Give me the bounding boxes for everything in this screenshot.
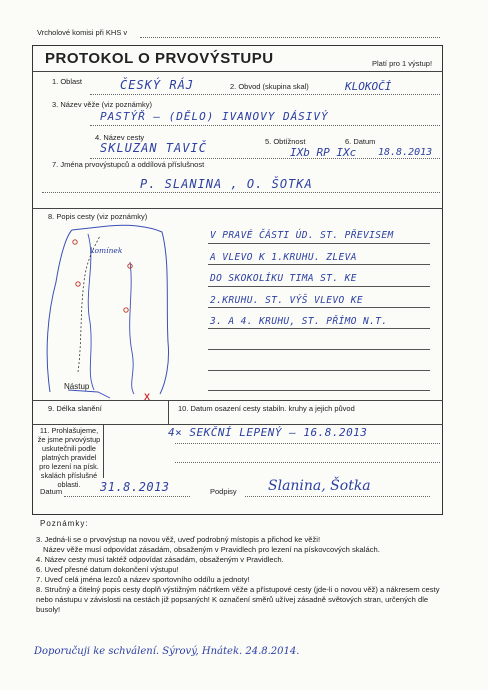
- difficulty-value: IXb RP IXc: [290, 146, 357, 159]
- signatures-label: Podpisy: [210, 487, 237, 496]
- row10-dots-b: [175, 462, 440, 463]
- declaration-text: 11. Prohlašujeme, že jsme prvovýstup uskutečnili podle platných pravidel pro lezení na písk. skalách příslušné oblasti.: [37, 426, 101, 489]
- tower-name-label: 3. Název věže (viz poznámky): [52, 100, 153, 109]
- sketch-label-komin: komínek: [90, 246, 123, 255]
- date-value: 18.8.2013: [378, 147, 433, 158]
- anchor-date-value: 4× SEKČNÍ LEPENÝ – 16.8.2013: [168, 426, 368, 439]
- row4-dots: [90, 158, 440, 159]
- page-title: PROTOKOL O PRVOVÝSTUPU: [45, 50, 274, 67]
- row10-dots-a: [175, 443, 440, 444]
- note-item: Název věže musí odpovídat zásadám, obsaženým v Pravidlech pro lezení na pískovcových skalách.: [43, 545, 380, 554]
- climbers-label: 7. Jména prvovýstupců a oddílová příslušnost: [52, 160, 205, 169]
- difficulty-label: 5. Obtížnost: [265, 137, 306, 146]
- note-item: 8. Stručný a čitelný popis cesty doplň výstižným náčrtkem věže a přístupové cesty (jde-li o novou věž) a nákresem cesty nebo nástupu v závislosti na cestách již popsaných! K označení směrů užívej zásadně světových stran, určených dle busoly!: [36, 585, 440, 614]
- ruled-line: [208, 264, 430, 265]
- signatures-dots: [245, 496, 430, 497]
- note-item: 3. Jedná-li se o prvovýstup na novou věž, uveď podrobný místopis a přichod ke věži!: [36, 535, 321, 544]
- ruled-line: [208, 390, 430, 391]
- ruled-line: [208, 307, 430, 308]
- sign-date-label: Datum: [40, 487, 63, 496]
- anchor-date-label: 10. Datum osazení cesty stabiln. kruhy a jejich původ: [178, 404, 355, 413]
- right-crack-line: [130, 262, 134, 394]
- rappel-length-label: 9. Délka slanění: [48, 404, 102, 413]
- note-item: 6. Uveď přesné datum dokončení výstupu!: [36, 565, 179, 574]
- description-text: [210, 225, 394, 333]
- description-line: DO SKOKOLÍKU TIMA ST. KE: [210, 273, 357, 284]
- ruled-line: [208, 286, 430, 287]
- ring-marker: [76, 282, 80, 286]
- ring-marker: [73, 240, 77, 244]
- ruled-line: [208, 243, 430, 244]
- ruled-line: [208, 370, 430, 371]
- date-label: 6. Datum: [345, 137, 376, 146]
- row3-dots: [90, 125, 440, 126]
- title-divider: [32, 71, 443, 72]
- route-name-value: SKLUZAN TAVIČ: [100, 141, 207, 155]
- sign-date-dots: [64, 496, 190, 497]
- ruled-line: [208, 328, 430, 329]
- description-line: A VLEVO K 1.KRUHU. ZLEVA: [210, 251, 357, 263]
- sketch-label-nastup: Nástup: [64, 382, 90, 391]
- description-line: 2.KRUHU. ST. VÝŠ VLEVO KE: [210, 294, 363, 306]
- route-line: [78, 236, 100, 372]
- climbers-value: P. SLANINA , O. ŠOTKA: [140, 177, 313, 191]
- ruled-line: [208, 349, 430, 350]
- route-name-label: 4. Název cesty: [95, 133, 145, 142]
- note-item: 7. Uveď celá jména lezců a název sportovního oddílu a jednoty!: [36, 575, 250, 584]
- section9-vdivider: [168, 400, 169, 424]
- oblast-value: ČESKÝ RÁJ: [120, 78, 195, 92]
- obvod-value: KLOKOČÍ: [345, 80, 392, 93]
- notes-list: [36, 535, 446, 615]
- signatures-value: Slanina, Šotka: [268, 478, 371, 494]
- section8-top-divider: [32, 208, 443, 209]
- ring-marker: [124, 308, 128, 312]
- description-line: 3. A 4. KRUHU, ST. PŘÍMO N.T.: [210, 316, 388, 327]
- row7-dots-a: [42, 192, 440, 193]
- section10-divider: [32, 424, 443, 425]
- obvod-label: 2. Obvod (skupina skal): [230, 82, 309, 91]
- row1-dots: [90, 94, 440, 95]
- declaration-vdivider: [103, 424, 104, 478]
- approval-handwritten-note: Doporučuji ke schválení. Sýrový, Hnátek. 24.8.2014.: [34, 646, 300, 657]
- base-line: [68, 390, 110, 398]
- tower-name-value: PASTÝŘ – (DĚLO) IVANOVY DÁSIVÝ: [100, 110, 329, 123]
- sketch-label-x: X: [144, 392, 151, 402]
- note-item: 4. Název cesty musí taktéž odpovídat zásadám, obsaženým v Pravidlech.: [36, 555, 284, 564]
- commission-line-underline: [140, 37, 440, 38]
- oblast-label: 1. Oblast: [52, 77, 83, 86]
- description-label: 8. Popis cesty (viz poznámky): [48, 212, 148, 221]
- notes-heading: Poznámky:: [40, 519, 89, 528]
- section9-divider: [32, 400, 443, 401]
- sign-date-value: 31.8.2013: [100, 480, 170, 494]
- commission-line-label: Vrcholové komisi při KHS v: [37, 28, 128, 37]
- valid-for-note: Platí pro 1 výstup!: [372, 59, 433, 68]
- crack-line: [88, 234, 94, 390]
- description-line: V PRAVÉ ČÁSTI ÚD. ST. PŘEVISEM: [210, 230, 394, 241]
